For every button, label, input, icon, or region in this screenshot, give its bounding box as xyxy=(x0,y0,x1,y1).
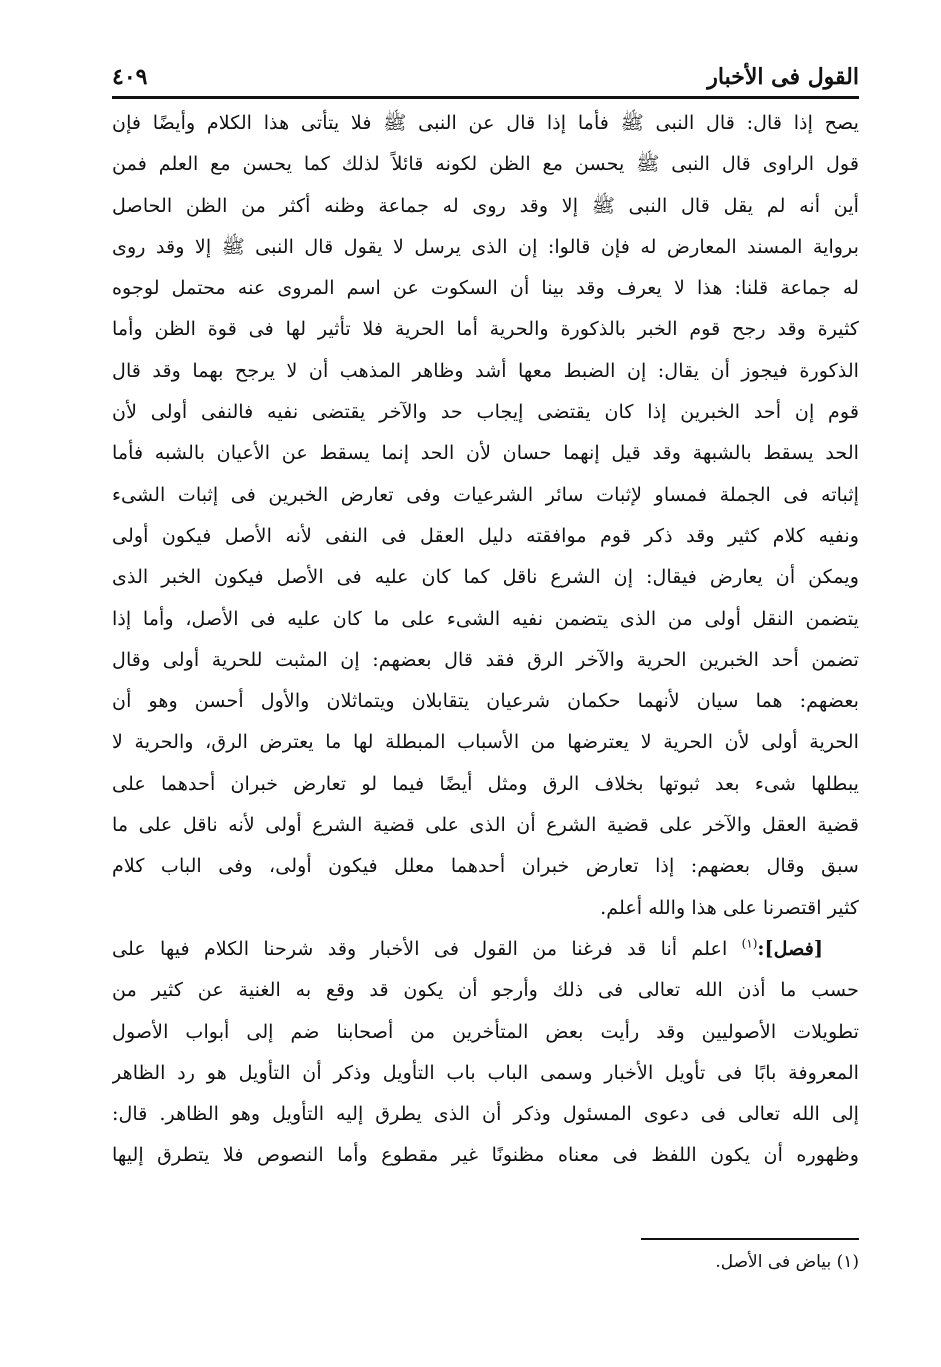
text-line: ونفيه كلام كثير وقد ذكر قوم موافقته دليل العقل فى النفى لأنه الأصل فيكون أولى xyxy=(112,523,859,547)
text-line: قول الراوى قال النبى ﷺ يحسن مع الظن لكونه قائلاً لذلك كما يحسن مع العلم فمن xyxy=(112,152,859,176)
text-line: وظهوره أن يكون اللفظ فى معناه مظنونًا غير مقطوع وأما النصوص فلا يتطرق إليها xyxy=(112,1143,859,1167)
section-first-line-text: اعلم أنا قد فرغنا من القول فى الأخبار وقد شرحنا الكلام فيها على xyxy=(112,936,728,960)
text-line: الحرية أولى لأن الحرية لا يعترضها من الأسباب المبطلة لها ما يعترض الرق، والحرية لا xyxy=(112,730,859,754)
text-line: كثير اقتصرنا على هذا والله أعلم. xyxy=(600,895,859,919)
text-line: الذكورة فيجوز أن يقال: إن الضبط معها أشد وظاهر المذهب أن لا يرجح بهما وقد قال xyxy=(112,358,859,382)
page-number: ٤٠٩ xyxy=(112,64,148,90)
section-label: [فصل]: xyxy=(757,936,823,960)
text-line: تضمن أحد الخبرين الحرية والآخر الرق فقد قال بعضهم: إن المثبت للحرية أولى وقال xyxy=(112,647,859,671)
text-line: يصح إذا قال: قال النبى ﷺ فأما إذا قال عن النبى ﷺ فلا يتأتى هذا الكلام وأيضًا فإن xyxy=(112,111,859,134)
section-first-line xyxy=(112,928,859,969)
text-line: سبق وقال بعضهم: إذا تعارض خبران أحدهما معلل فيكون أولى، وفى الباب كلام xyxy=(112,854,859,878)
footnote: (١) بياض فى الأصل. xyxy=(715,1252,859,1272)
text-line: كثيرة وقد رجح قوم الخبر بالذكورة والحرية أما الحرية فلا تأثير لها فى قوة الظن وأما xyxy=(112,317,859,341)
text-line: له جماعة قلنا: هذا لا يعرف وقد بينا أن السكوت عن اسم المروى عنه محتمل لوجوه xyxy=(112,276,859,300)
text-line: الحد يسقط بالشبهة وقد قيل إنهما حسان لأن الحد إنما يسقط عن الأعيان بالشبه فأما xyxy=(112,441,859,465)
text-line: يبطلها شىء بعد ثبوتها بخلاف الرق ومثل أيضًا فيما لو تعارض خبران أحدهما على xyxy=(112,771,859,795)
text-line: تطويلات الأصوليين وقد رأيت بعض المتأخرين من أصحابنا ضم إلى أبواب الأصول xyxy=(112,1019,859,1043)
text-line: ويمكن أن يعارض فيقال: إن الشرع ناقل كما كان عليه فى الأصل فيكون الخبر الذى xyxy=(112,565,859,589)
footnote-reference: (١) xyxy=(741,936,758,951)
page-header xyxy=(112,50,859,99)
text-line: حسب ما أذن الله تعالى فى ذلك وأرجو أن يكون قد وقع به الغنية عن كثير من xyxy=(112,978,859,1002)
running-title: القول فى الأخبار xyxy=(707,64,859,90)
text-line: أين أنه لم يقل قال النبى ﷺ إلا وقد روى له جماعة وظنه أكثر من الظن الحاصل xyxy=(112,193,859,217)
text-line: برواية المسند المعارض له فإن قالوا: إن الذى يرسل لا يقول قال النبى ﷺ إلا وقد روى xyxy=(112,234,859,258)
text-line: بعضهم: هما سيان لأنهما حكمان شرعيان يتقابلان ويتماثلان والأول أحسن وهو أن xyxy=(112,689,859,713)
text-line: يتضمن النقل أولى من الذى يتضمن نفيه الشىء على ما كان عليه فى الأصل، وأما إذا xyxy=(112,606,859,630)
main-text xyxy=(112,102,859,1176)
footnote-divider xyxy=(641,1238,859,1240)
text-line: قضية العقل والآخر على قضية الشرع أن الذى على قضية الشرع أولى لأنه ناقل على ما xyxy=(112,813,859,837)
text-line: إلى الله تعالى فى دعوى المسئول وذكر أن الذى يطرق إليه التأويل وهو الظاهر. قال: xyxy=(112,1102,859,1126)
text-line: قوم إن أحد الخبرين إذا كان يقتضى إيجاب حد والآخر يقتضى نفيه فالنفى أولى لأن xyxy=(112,400,859,424)
text-line: المعروفة بابًا فى تأويل الأخبار وسمى الباب باب التأويل وذكر أن التأويل هو رد الظاهر xyxy=(112,1060,859,1084)
text-line: إثباته فى الجملة فمساو لإثبات سائر الشرعيات وفى تعارض الخبرين فى إثبات الشىء xyxy=(112,482,859,506)
